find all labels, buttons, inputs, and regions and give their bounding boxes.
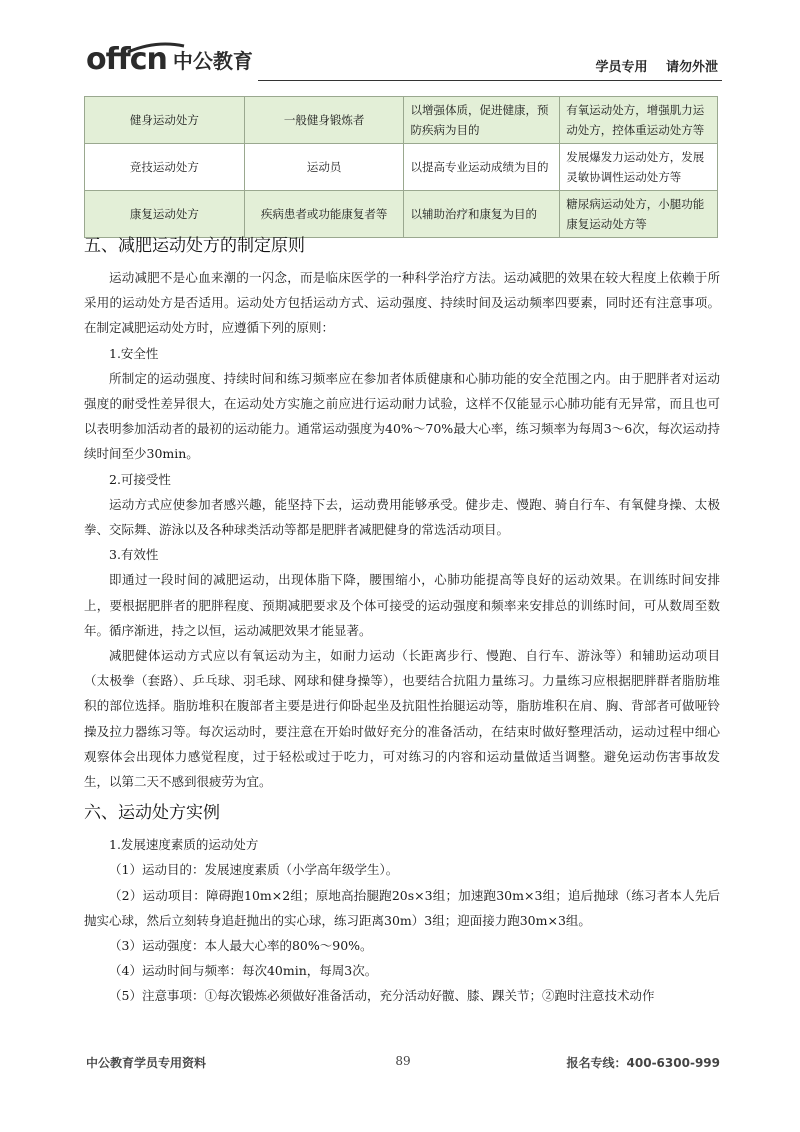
table-row (85, 191, 718, 238)
table-cell: 以辅助治疗和康复为目的 (404, 191, 560, 238)
table-cell: 一般健身锻炼者 (244, 97, 404, 144)
section-5-intro: 运动减肥不是心血来潮的一闪念，而是临床医学的一种科学治疗方法。运动减肥的效果在较大程度上依赖于所采用的运动处方是否适用。运动处方包括运动方式、运动强度、持续时间及运动频率四要素，同时还有注意事项。在制定减肥运动处方时，应遵循下列的原则： (84, 270, 720, 336)
section-6-heading: 六、运动处方实例 (84, 803, 220, 824)
table-cell: 健身运动处方 (85, 97, 245, 144)
table-row (85, 97, 718, 144)
table-row (85, 144, 718, 191)
example-1-item-3: （3）运动强度：本人最大心率的80%～90%。 (109, 938, 373, 954)
header-tags (581, 56, 718, 75)
table-cell: 以提高专业运动成绩为目的 (404, 144, 560, 191)
example-1-item-2: （2）运动项目：障碍跑10m×2组；原地高抬腿跑20s×3组；加速跑30m×3组；追后抛球（练习者本人先后抛实心球，然后立刻转身追赶抛出的实心球，练习距离30m）3组；迎面接力跑30m×3组。 (84, 887, 720, 928)
page-header (86, 38, 722, 82)
principle-3-title: 3.有效性 (109, 547, 159, 563)
example-1-item-1: （1）运动目的：发展速度素质（小学高年级学生）。 (109, 862, 399, 878)
principle-1-title: 1.安全性 (109, 345, 159, 361)
page-number: 89 (395, 1054, 411, 1068)
table-cell: 疾病患者或功能康复者等 (244, 191, 404, 238)
example-1-item-4: （4）运动时间与频率：每次40min，每周3次。 (109, 963, 378, 979)
page-content (84, 233, 720, 1009)
header-tag-student: 学员专用 (595, 60, 648, 75)
header-rule (258, 80, 722, 81)
table-cell: 康复运动处方 (85, 191, 245, 238)
logo-chinese-text: 中公教育 (172, 49, 253, 73)
footer-left-text: 中公教育学员专用资料 (86, 1056, 207, 1070)
logo-swoosh-icon (126, 42, 186, 54)
header-tag-confidential: 请勿外泄 (665, 60, 718, 75)
logo-latin-text: offcn (86, 42, 167, 77)
table-cell: 发展爆发力运动处方，发展灵敏协调性运动处方等 (560, 144, 718, 191)
principle-3-text: 即通过一段时间的减肥运动，出现体脂下降，腰围缩小，心肺功能提高等良好的运动效果。在训练时间安排上，要根据肥胖者的肥胖程度、预期减肥要求及个体可接受的运动强度和频率来安排总的训练时间，可从数周至数年。循序渐进，持之以恒，运动减肥效果才能显著。 (84, 572, 720, 638)
example-1-item-5: （5）注意事项：①每次锻炼必须做好准备活动，充分活动好髋、膝、踝关节；②跑时注意技术动作 (109, 988, 655, 1004)
footer-hotline: 报名专线：400-6300-999 (566, 1056, 720, 1070)
principle-1-text: 所制定的运动强度、持续时间和练习频率应在参加者体质健康和心肺功能的安全范围之内。由于肥胖者对运动强度的耐受性差异很大，在运动处方实施之前应进行运动耐力试验，这样不仅能显示心肺功能有无异常，而且也可以表明参加活动者的最初的运动能力。通常运动强度为40%～70%最大心率，练习频率为每周3～6次，每次运动持续时间至少30min。 (84, 370, 720, 462)
example-1-title: 1.发展速度素质的运动处方 (109, 837, 259, 853)
principle-2-title: 2.可接受性 (109, 471, 171, 487)
section-5-heading: 五、减肥运动处方的制定原则 (84, 236, 305, 256)
table-cell: 运动员 (244, 144, 404, 191)
table-cell: 有氧运动处方，增强肌力运动处方，控体重运动处方等 (560, 97, 718, 144)
table-cell: 糖尿病运动处方，小腿功能康复运动处方等 (560, 191, 718, 238)
table-cell: 竞技运动处方 (85, 144, 245, 191)
table-cell: 以增强体质，促进健康，预防疾病为目的 (404, 97, 560, 144)
prescription-category-table (84, 96, 718, 238)
exercise-method-paragraph: 减肥健体运动方式应以有氧运动为主，如耐力运动（长距离步行、慢跑、自行车、游泳等）和辅助运动项目（太极拳（套路）、乒乓球、羽毛球、网球和健身操等），也要结合抗阻力量练习。力量练习应根据肥胖群者脂肪堆积的部位选择。脂肪堆积在腹部者主要是进行仰卧起坐及抗阻性抬腿运动等，脂肪堆积在肩、胸、背部者可做哑铃操及拉力器练习等。每次运动时，要注意在开始时做好充分的准备活动，在结束时做好整理活动，运动过程中细心观察体会出现体力感觉程度，过于轻松或过于吃力，可对练习的内容和运动量做适当调整。避免运动伤害事故发生，以第二天不感到很疲劳为宜。 (84, 648, 720, 790)
principle-2-text: 运动方式应使参加者感兴趣，能坚持下去，运动费用能够承受。健步走、慢跑、骑自行车、有氧健身操、太极拳、交际舞、游泳以及各种球类活动等都是肥胖者减肥健身的常选活动项目。 (84, 496, 720, 538)
